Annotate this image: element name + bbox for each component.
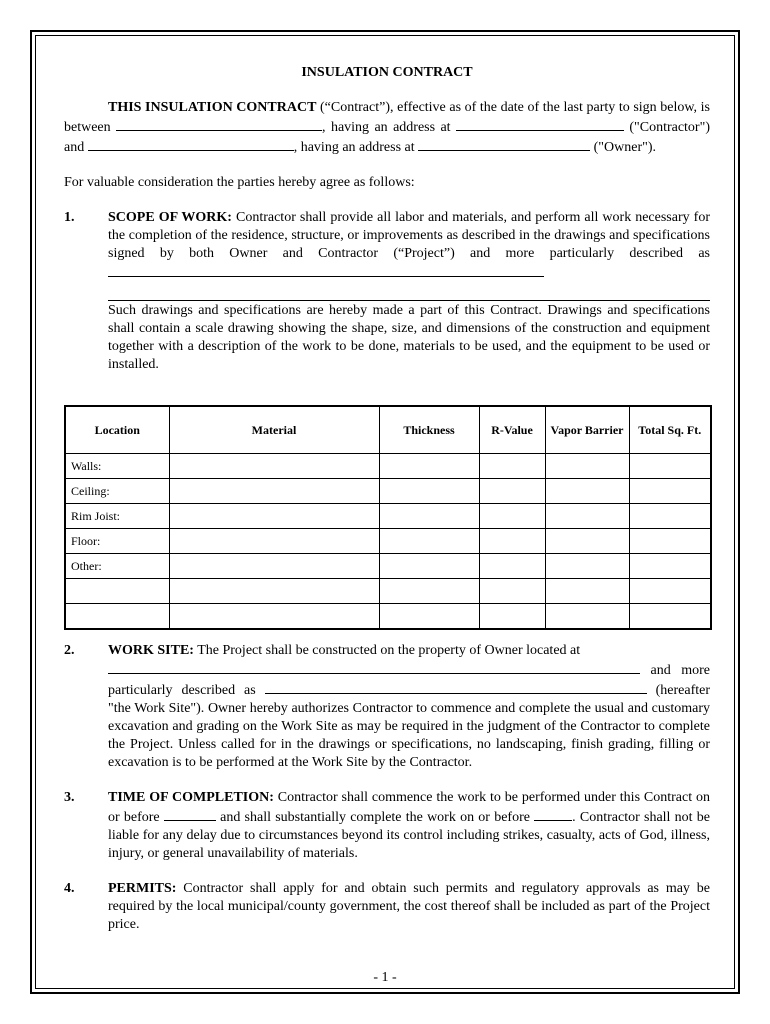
table-row xyxy=(65,479,711,504)
section-heading: PERMITS: xyxy=(108,881,177,896)
owner-address-blank[interactable] xyxy=(418,137,590,151)
section-number: 1. xyxy=(64,210,75,225)
table-cell[interactable] xyxy=(169,604,379,630)
col-header-thickness: Thickness xyxy=(379,406,479,454)
table-cell[interactable] xyxy=(379,554,479,579)
table-cell[interactable] xyxy=(629,554,711,579)
table-cell[interactable] xyxy=(545,554,629,579)
section-scope-of-work xyxy=(64,209,710,374)
table-cell[interactable] xyxy=(479,454,545,479)
table-cell[interactable] xyxy=(479,604,545,630)
table-cell[interactable] xyxy=(545,579,629,604)
section-text: Contractor shall commence the work to be performed under this Contract on or before xyxy=(108,790,710,825)
section-text: Contractor shall provide all labor and materials, and perform all work necessary for the completion of the residence, structure, or improvements as described in the drawings and specifications signed by both Owner and Contractor (“Project”) and more particularly described as xyxy=(108,210,710,261)
row-label[interactable] xyxy=(65,579,169,604)
table-row xyxy=(65,604,711,630)
table-cell[interactable] xyxy=(169,479,379,504)
contractor-address-blank[interactable] xyxy=(456,117,624,131)
table-cell[interactable] xyxy=(479,529,545,554)
table-row xyxy=(65,504,711,529)
section-number: 4. xyxy=(64,881,75,896)
table-row xyxy=(65,579,711,604)
table-cell[interactable] xyxy=(379,604,479,630)
table-cell[interactable] xyxy=(629,604,711,630)
col-header-material: Material xyxy=(169,406,379,454)
section-permits xyxy=(64,880,710,934)
section-heading: TIME OF COMPLETION: xyxy=(108,790,274,805)
page-title: INSULATION CONTRACT xyxy=(301,65,473,80)
table-cell[interactable] xyxy=(629,529,711,554)
intro-text-3: ("Contractor") and xyxy=(64,120,710,155)
intro-paragraph xyxy=(64,99,710,157)
section-heading: WORK SITE: xyxy=(108,643,194,658)
table-header-row xyxy=(65,406,711,454)
intro-lead: THIS INSULATION CONTRACT xyxy=(108,100,317,115)
table-cell[interactable] xyxy=(479,479,545,504)
table-cell[interactable] xyxy=(479,554,545,579)
lower-sections xyxy=(64,642,710,934)
table-cell[interactable] xyxy=(379,579,479,604)
table-cell[interactable] xyxy=(379,529,479,554)
section-number: 2. xyxy=(64,643,75,658)
consideration-paragraph: For valuable consideration the parties hereby agree as follows: xyxy=(64,175,415,190)
table-cell[interactable] xyxy=(545,454,629,479)
property-location-blank[interactable] xyxy=(108,660,640,674)
table-cell[interactable] xyxy=(379,454,479,479)
drawings-paragraph: Such drawings and specifications are hereby made a part of this Contract. Drawings and specifications shall contain a scale drawing showing the shape, size, and dimensions of the construction and equipment together with a description of the work to be done, materials to be used, and the equipment to be used or installed. xyxy=(108,303,710,372)
table-cell[interactable] xyxy=(169,504,379,529)
owner-name-blank[interactable] xyxy=(88,137,294,151)
table-cell[interactable] xyxy=(479,579,545,604)
intro-text-5: ("Owner"). xyxy=(590,140,656,155)
section-heading: SCOPE OF WORK: xyxy=(108,210,232,225)
intro-text-4: , having an address at xyxy=(293,140,419,155)
row-label: Other: xyxy=(65,554,169,579)
table-cell[interactable] xyxy=(545,479,629,504)
col-header-vapor-barrier: Vapor Barrier xyxy=(545,406,629,454)
table-cell[interactable] xyxy=(545,529,629,554)
section-text-hereafter: (hereafter "the Work Site"). Owner hereby authorizes Contractor to commence and complete the usual and customary excavation and grading on the Work Site as may be required in the judgment of the Contractor to complete the Project. Unless called for in the drawings or specifications, no landscaping, finish grading, filling or excavation is to be performed at the Work Site by the Contractor. xyxy=(108,683,710,770)
row-label[interactable] xyxy=(65,604,169,630)
col-header-location: Location xyxy=(65,406,169,454)
row-label: Walls: xyxy=(65,454,169,479)
table-row xyxy=(65,454,711,479)
table-cell[interactable] xyxy=(169,554,379,579)
table-row xyxy=(65,554,711,579)
section-text: The Project shall be constructed on the property of Owner located at xyxy=(193,643,581,658)
section-work-site xyxy=(64,642,710,772)
section-time-of-completion xyxy=(64,789,710,863)
row-label: Rim Joist: xyxy=(65,504,169,529)
section-number: 3. xyxy=(64,790,75,805)
table-cell[interactable] xyxy=(379,479,479,504)
project-description-blank[interactable] xyxy=(108,263,544,277)
insulation-table xyxy=(64,405,712,630)
col-header-total-sq-ft: Total Sq. Ft. xyxy=(629,406,711,454)
table-cell[interactable] xyxy=(379,504,479,529)
project-description-line[interactable] xyxy=(108,283,710,301)
table-cell[interactable] xyxy=(169,579,379,604)
table-cell[interactable] xyxy=(169,454,379,479)
row-label: Ceiling: xyxy=(65,479,169,504)
page-number: - 1 - xyxy=(373,970,397,985)
table-row xyxy=(65,529,711,554)
completion-date-blank[interactable] xyxy=(534,807,572,821)
table-cell[interactable] xyxy=(545,504,629,529)
table-cell[interactable] xyxy=(629,504,711,529)
start-date-blank[interactable] xyxy=(164,807,216,821)
intro-text-1: (“Contract”), effective as of the date of the last party to sign below, is between xyxy=(64,100,710,135)
col-header-r-value: R-Value xyxy=(479,406,545,454)
section-text-more: and more particularly described as xyxy=(108,663,710,698)
table-cell[interactable] xyxy=(545,604,629,630)
intro-text-2: , having an address at xyxy=(322,120,456,135)
property-description-blank[interactable] xyxy=(265,680,647,694)
table-cell[interactable] xyxy=(629,454,711,479)
table-cell[interactable] xyxy=(629,579,711,604)
table-cell[interactable] xyxy=(479,504,545,529)
row-label: Floor: xyxy=(65,529,169,554)
table-cell[interactable] xyxy=(169,529,379,554)
section-text-2: and shall substantially complete the work on or before xyxy=(215,810,535,825)
document-page xyxy=(64,64,710,573)
table-cell[interactable] xyxy=(629,479,711,504)
section-text: Contractor shall apply for and obtain such permits and regulatory approvals as may be required by the local municipal/county government, the cost thereof shall be included as part of the Project price. xyxy=(108,881,710,932)
contractor-name-blank[interactable] xyxy=(116,117,322,131)
section-text-3: . Contractor shall not be liable for any delay due to circumstances beyond its control including strikes, casualty, acts of God, illness, injury, or general unavailability of materials. xyxy=(108,810,710,861)
